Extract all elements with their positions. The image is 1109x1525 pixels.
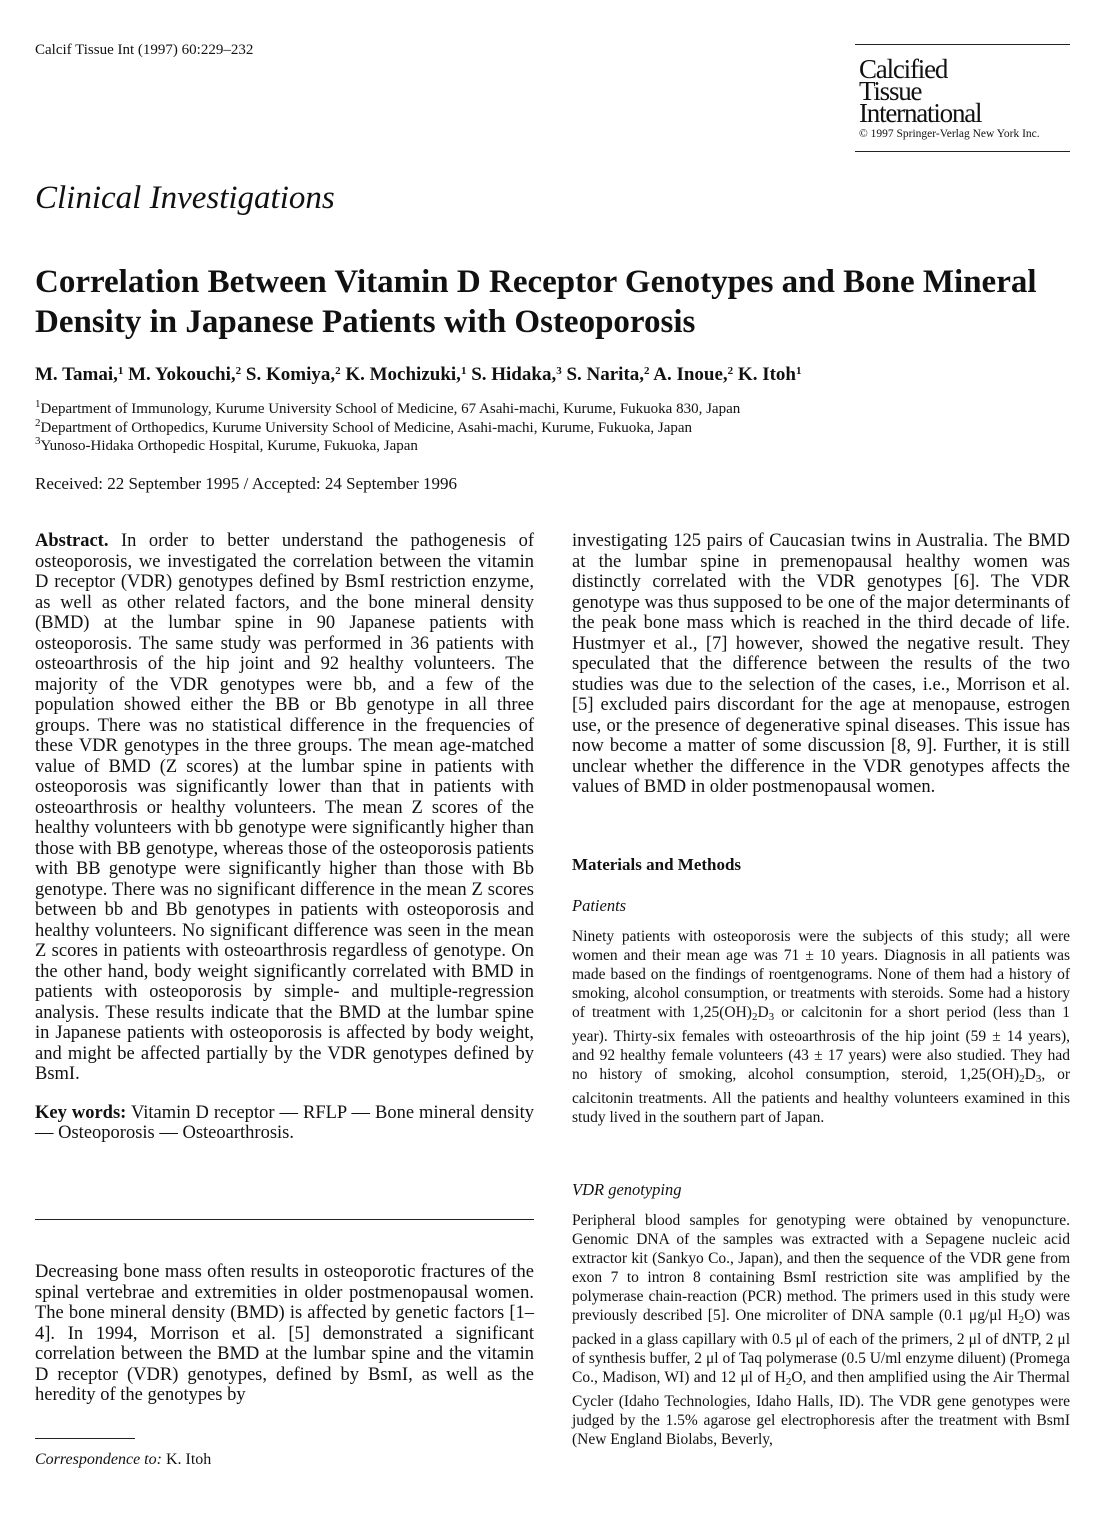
title-line: Correlation Between Vitamin D Receptor Genotypes and Bone Mineral [35, 264, 1037, 300]
journal-logo-box [855, 44, 1070, 152]
author: A. Inoue,$^2$ [653, 364, 734, 385]
journal-logo-line: Calcified [859, 54, 948, 84]
author: S. Narita,$^2$ [566, 364, 650, 385]
affiliation: $^2$Department of Orthopedics, Kurume University School of Medicine, Asahi-machi, Kurume, Fukuoka, Japan [35, 416, 693, 436]
affiliation: $^3$Yunoso-Hidaka Orthopedic Hospital, Kurume, Fukuoka, Japan [35, 435, 418, 454]
title-line: Density in Japanese Patients with Osteoporosis [35, 304, 696, 340]
abstract-column [35, 531, 534, 1144]
journal-logo [859, 54, 982, 128]
abstract [35, 531, 534, 1085]
journal-citation: Calcif Tissue Int (1997) 60:229–232 [35, 42, 254, 58]
footnote-divider [35, 1438, 135, 1439]
author: K. Mochizuki,$^1$ [345, 364, 467, 385]
abstract-label: Abstract. [35, 531, 109, 551]
vdr-genotyping-heading: VDR genotyping [572, 1180, 682, 1199]
author: M. Tamai,$^1$ [35, 364, 124, 385]
author: S. Komiya,$^2$ [245, 364, 341, 385]
section-heading: Clinical Investigations [35, 180, 335, 216]
introduction-right: investigating 125 pairs of Caucasian twins in Australia. The BMD at the lumbar spine in premenopausal healthy women was distinctly correlated with the VDR genotypes [6]. The VDR genotype was thus supposed to be one of the major determinants of the peak bone mass which is reached in the third decade of life. Hustmyer et al., [7] however, showed the negative result. They speculated that the difference between the results of the two studies was due to the selection of the cases, i.e., Morrison et al. [5] excluded pairs discordant for the age at menopause, estrogen use, or the presence of degenerative spinal diseases. This issue has now become a matter of some discussion [8, 9]. Further, it is still unclear whether the difference in the VDR genotypes affects the values of BMD in older postmenopausal women. [572, 531, 1070, 797]
author: S. Hidaka,$^3$ [471, 364, 562, 385]
introduction-left: Decreasing bone mass often results in osteoporotic fractures of the spinal vertebrae and extremities in older postmenopausal women. The bone mineral density (BMD) is affected by genetic factors [1–4]. In 1994, Morrison et al. [5] demonstrated a significant correlation between the BMD at the lumbar spine and the vitamin D receptor (VDR) genotypes, defined by BsmI, as well as the heredity of the genotypes by [35, 1262, 534, 1405]
author-list [35, 364, 802, 386]
materials-methods-heading: Materials and Methods [572, 855, 742, 874]
journal-logo-line: International [859, 98, 982, 128]
keywords-text: Vitamin D receptor — RFLP — Bone mineral density — Osteoporosis — Osteoarthrosis. [35, 1102, 534, 1143]
author: M. Yokouchi,$^2$ [128, 364, 242, 385]
abstract-text: In order to better understand the pathogenesis of osteoporosis, we investigated the correlation between the vitamin D receptor (VDR) genotypes defined by BsmI restriction enzyme, as well as other related factors, and the bone mineral density (BMD) at the lumbar spine in 90 Japanese patients with osteoporosis. The same study was performed in 36 patients with osteoarthrosis of the hip joint and 92 healthy volunteers. The majority of the VDR genotypes were bb, and a few of the population showed either the BB or Bb genotype in all three groups. There was no statistical difference in the frequencies of these VDR genotypes in the three groups. The mean age-matched value of BMD (Z scores) at the lumbar spine in patients with osteoporosis was significantly lower than that in patients with osteoarthrosis or healthy volunteers. The mean Z scores of the healthy volunteers with bb genotype were significantly higher than those with BB genotype, whereas those of the osteoporosis patients with BB genotype were significantly higher than those with Bb genotype. There was no significant difference in the mean Z scores between bb and Bb genotypes in patients with osteoporosis and healthy volunteers. No significant difference was seen in the mean Z scores in patients with osteoarthrosis regardless of genotype. On the other hand, body weight significantly correlated with BMD in patients with osteoporosis by simple- and multiple-regression analysis. These results indicate that the BMD at the lumbar spine in Japanese patients with osteoporosis is affected by body weight, and might be affected partially by the VDR genotypes defined by BsmI. [35, 531, 534, 1084]
correspondence: Correspondence to: K. Itoh [35, 1451, 212, 1468]
journal-logo-line: Tissue [859, 76, 922, 106]
keywords-label: Key words: [35, 1102, 127, 1123]
copyright-notice: © 1997 Springer-Verlag New York Inc. [859, 128, 1040, 140]
affiliations [35, 400, 740, 456]
vdr-genotyping-text: Peripheral blood samples for genotyping were obtained by venopuncture. Genomic DNA of the samples was extracted with a Sepagene nucleic acid extractor kit (Sankyo Co., Japan), and then the sequence of the VDR gene from exon 7 to intron 8 containing BsmI restriction site was amplified by the polymerase chain-reaction (PCR) method. The primers used in this study were previously described [5]. One microliter of DNA sample (0.1 μg/μl $H_2O$) was packed in a glass capillary with 0.5 μl of each of the primers, 2 μl of dNTP, 2 μl of synthesis buffer, 2 μl of Taq polymerase (0.5 U/ml enzyme diluent) (Promega Co., Madison, WI) and 12 μl of $H_2O$, and then amplified using the Air Thermal Cycler (Idaho Technologies, Idaho Halls, ID). The VDR gene genotypes were judged by the 1.5% agarose gel electrophoresis after the treatment with BsmI (New England Biolabs, Beverly, [572, 1212, 1070, 1448]
paper-title [35, 262, 1075, 342]
keywords [35, 1103, 534, 1144]
received-accepted-dates: Received: 22 September 1995 / Accepted: 24 September 1996 [35, 474, 458, 493]
patients-text: Ninety patients with osteoporosis were the subjects of this study; all were women and their mean age was 71 ± 10 years. Diagnosis in all patients was made based on the findings of roentgenograms. None of them had a history of smoking, alcohol consumption, or treatments with steroids. Some had a history of treatment with $1,25(OH)_2D_3$ or calcitonin for a short period (less than 1 year). Thirty-six females with osteoarthrosis of the hip joint (59 ± 14 years), and 92 healthy female volunteers (43 ± 17 years) were also studied. They had no history of smoking, alcohol consumption, steroid, $1,25(OH)_2D_3$, or calcitonin treatments. All the patients and healthy volunteers examined in this study lived in the southern part of Japan. [572, 928, 1070, 1126]
author: K. Itoh$^1$ [737, 364, 802, 385]
patients-heading: Patients [572, 896, 627, 915]
abstract-divider [35, 1219, 534, 1220]
affiliation: $^1$Department of Immunology, Kurume University School of Medicine, 67 Asahi-machi, Kurume, Fukuoka 830, Japan [35, 398, 741, 417]
